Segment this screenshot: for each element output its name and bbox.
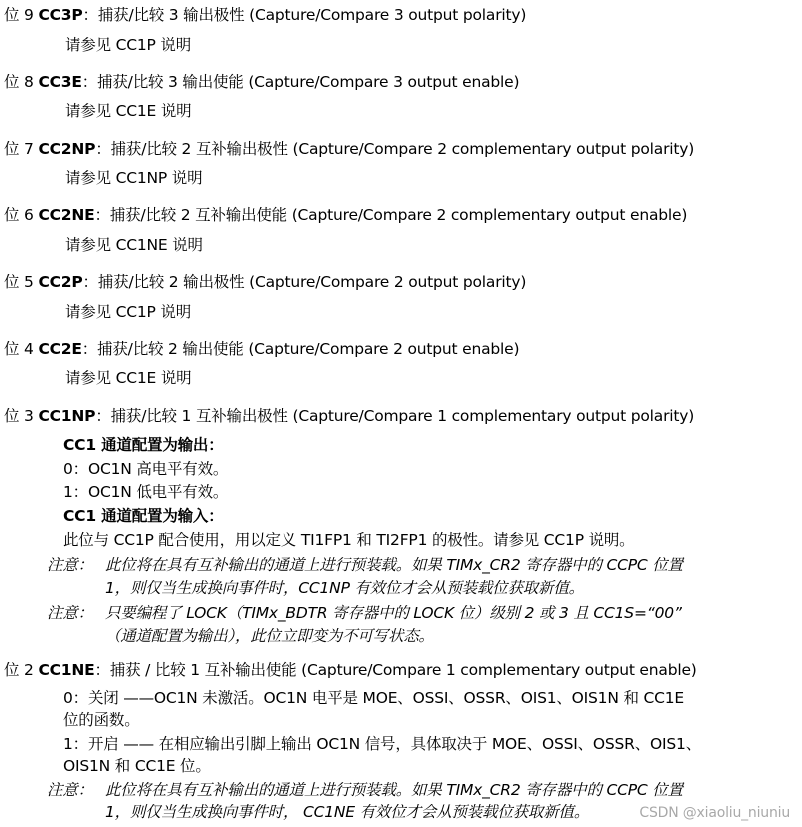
note-text: （通道配置为输出），此位立即变为不可写状态。 — [105, 627, 434, 645]
bit-7-heading — [4, 139, 694, 159]
bit-description: ：捕获/比较 1 互补输出极性 (Capture/Compare 1 complementary output polarity) — [95, 407, 695, 425]
bit-6-heading — [4, 205, 687, 225]
bit-position: 位 4 — [4, 340, 34, 358]
bit-description: ：捕获/比较 2 互补输出使能 (Capture/Compare 2 complementary output enable) — [94, 206, 688, 224]
bit-9-heading — [4, 5, 526, 25]
bit-5-detail: 请参见 CC1P 说明 — [65, 303, 192, 321]
bit-position: 位 9 — [4, 6, 34, 24]
note-text: 此位将在具有互补输出的通道上进行预装载。如果 TIMx_CR2 寄存器中的 CCPC 位置 — [105, 781, 683, 799]
note-text: 此位将在具有互补输出的通道上进行预装载。如果 TIMx_CR2 寄存器中的 CCPC 位置 — [105, 556, 683, 574]
bit-description: ：捕获/比较 3 输出极性 (Capture/Compare 3 output polarity) — [82, 6, 527, 24]
bit-description: ：捕获/比较 2 互补输出极性 (Capture/Compare 2 complementary output polarity) — [95, 140, 695, 158]
value-1-line: 1：开启 —— 在相应输出引脚上输出 OC1N 信号，具体取决于 MOE、OSSI、OSSR、OIS1、 — [63, 735, 702, 753]
note-label: 注意： — [47, 604, 93, 622]
output-value-1: 1：OC1N 低电平有效。 — [63, 483, 229, 501]
bit-7-detail: 请参见 CC1NP 说明 — [65, 169, 203, 187]
bit-name: CC3P — [38, 6, 83, 24]
bit-2-heading — [4, 660, 697, 680]
bit-4-heading — [4, 339, 519, 359]
note-text: 只要编程了 LOCK（TIMx_BDTR 寄存器中的 LOCK 位）级别 2 或 3 且 CC1S=“00” — [105, 604, 682, 622]
watermark: CSDN @xiaoliu_niuniu — [639, 805, 790, 821]
bit-name: CC2P — [38, 273, 83, 291]
bit-position: 位 2 — [4, 661, 34, 679]
bit-5-heading — [4, 272, 526, 292]
output-value-0: 0：OC1N 高电平有效。 — [63, 460, 229, 478]
bit-description: ：捕获/比较 2 输出极性 (Capture/Compare 2 output polarity) — [82, 273, 527, 291]
bit-position: 位 6 — [4, 206, 34, 224]
note-text: 1，则仅当生成换向事件时， CC1NE 有效位才会从预装载位获取新值。 — [105, 803, 590, 821]
note-label: 注意： — [47, 556, 93, 574]
input-config-heading: CC1 通道配置为输入： — [63, 507, 224, 525]
value-1-line: OIS1N 和 CC1E 位。 — [63, 757, 211, 775]
bit-name: CC2NP — [38, 140, 96, 158]
bit-name: CC2E — [38, 340, 82, 358]
note-label: 注意： — [47, 781, 93, 799]
bit-name: CC1NP — [38, 407, 96, 425]
note-text: 1，则仅当生成换向事件时，CC1NP 有效位才会从预装载位获取新值。 — [105, 579, 584, 597]
bit-3-heading — [4, 406, 694, 426]
bit-position: 位 3 — [4, 407, 34, 425]
bit-8-detail: 请参见 CC1E 说明 — [65, 102, 192, 120]
bit-description: ：捕获 / 比较 1 互补输出使能 (Capture/Compare 1 complementary output enable) — [94, 661, 697, 679]
bit-description: ：捕获/比较 3 输出使能 (Capture/Compare 3 output enable) — [81, 73, 520, 91]
bit-description: ：捕获/比较 2 输出使能 (Capture/Compare 2 output enable) — [81, 340, 520, 358]
bit-position: 位 8 — [4, 73, 34, 91]
bit-position: 位 5 — [4, 273, 34, 291]
bit-name: CC3E — [38, 73, 82, 91]
output-config-heading: CC1 通道配置为输出： — [63, 436, 224, 454]
bit-8-heading — [4, 72, 519, 92]
value-0-line: 位的函数。 — [63, 711, 140, 729]
bit-9-detail: 请参见 CC1P 说明 — [65, 36, 192, 54]
input-config-text: 此位与 CC1P 配合使用，用以定义 TI1FP1 和 TI2FP1 的极性。请参见 CC1P 说明。 — [63, 531, 635, 549]
bit-4-detail: 请参见 CC1E 说明 — [65, 369, 192, 387]
bit-6-detail: 请参见 CC1NE 说明 — [65, 236, 203, 254]
bit-position: 位 7 — [4, 140, 34, 158]
bit-name: CC1NE — [38, 661, 95, 679]
value-0-line: 0：关闭 ——OC1N 未激活。OC1N 电平是 MOE、OSSI、OSSR、OIS1、OIS1N 和 CC1E — [63, 689, 684, 707]
bit-name: CC2NE — [38, 206, 95, 224]
